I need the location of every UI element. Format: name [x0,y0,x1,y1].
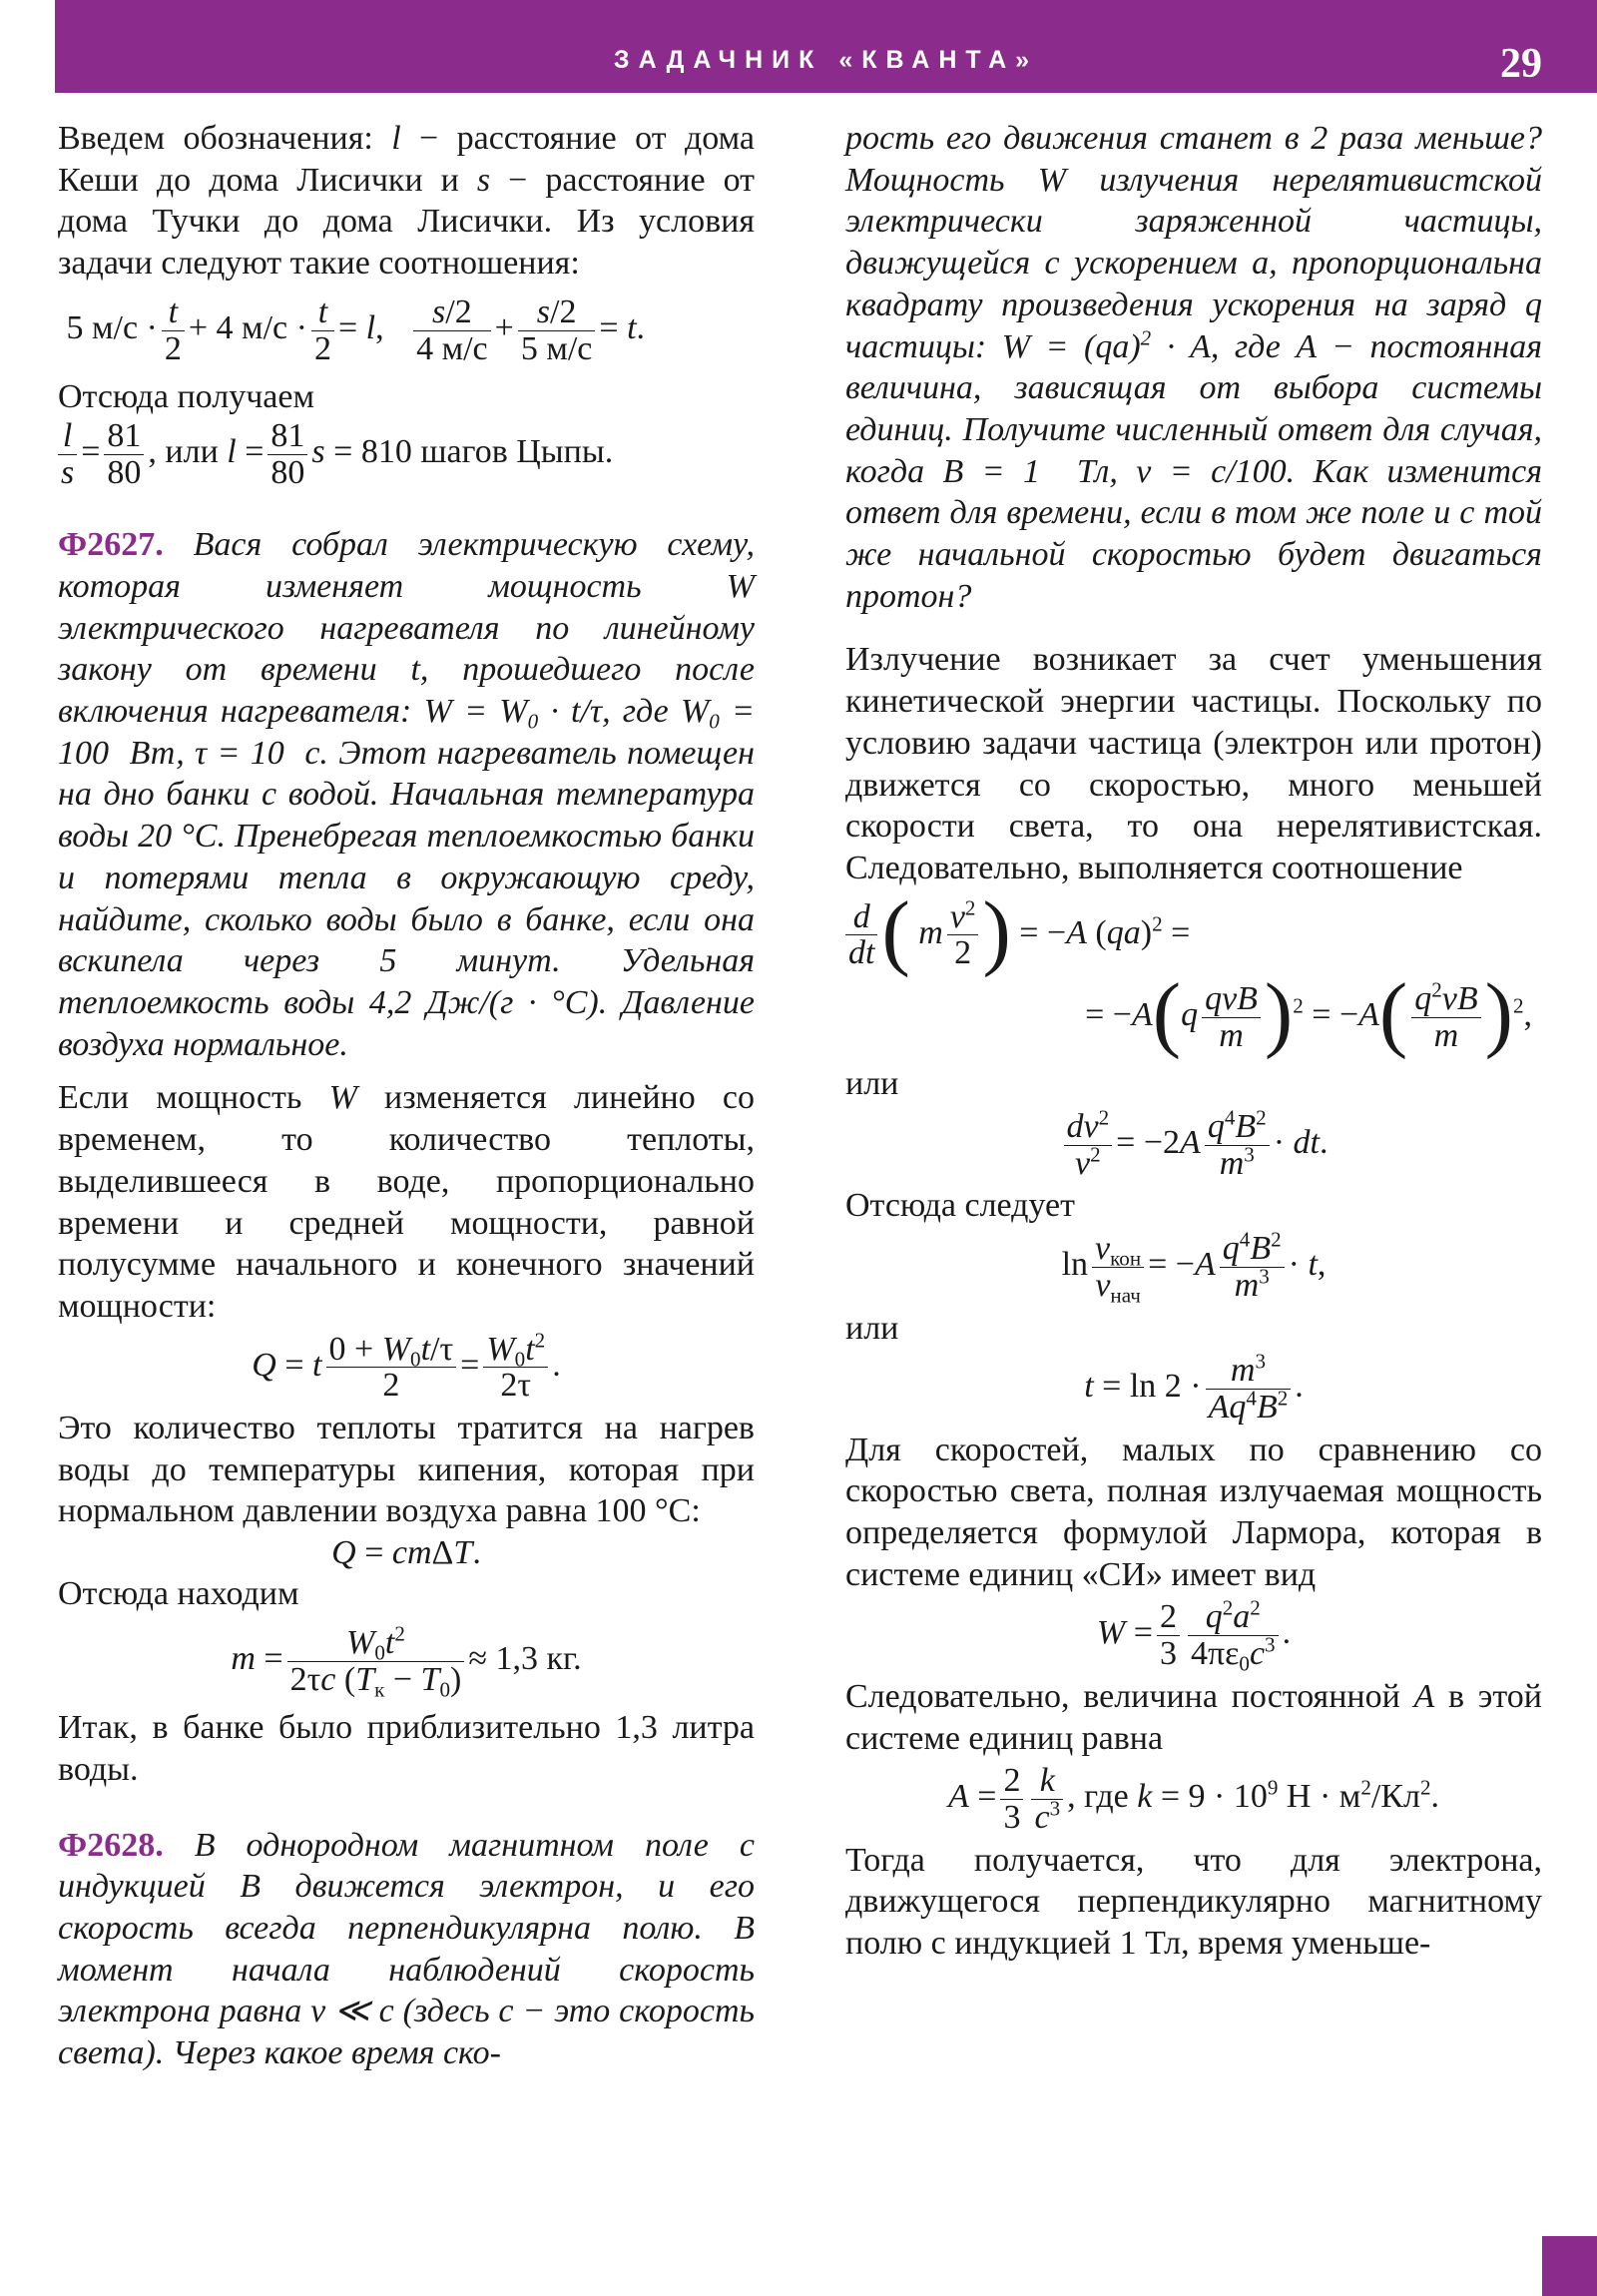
problem-f2628: Ф2628. В однородном магнитном поле с индукцией B движется электрон, и его скорость всегда перпендикулярна полю. В момент начала наблюдений скорость электрона равна v ≪ c (здесь c − это скорость света). Через какое время ско- [58,1826,755,2072]
problem-f2627: Ф2627. Вася собрал электрическую схему, которая изменяет мощность W электрического нагревателя по линейному закону от времени t, прошедшего после включения нагревателя: $W = W_0 \cdot t/\tau$, где $W_0 = 100$ Вт, τ = 10 с. Этот нагреватель помещен на дно банки с водой. Начальная температура воды 20 °C. Пренебрегая теплоемкостью банки и потерями тепла в окружающую среду, найдите, сколько воды было в банке, если она вскипела через 5 минут. Удельная теплоемкость воды 4,2 Дж/(г · °C). Давление воздуха нормальное. [58,526,755,1063]
solution-paragraph: Тогда получается, что для электрона, движущегося перпендикулярно магнитному полю с индукцией 1 Тл, время уменьше- [845,1841,1542,1963]
solution-paragraph: Отсюда получаем [58,378,314,416]
equation-larmor: W = $\frac{2}{3}$ $\frac{q^2a^2}{4\pi\varepsilon_0c^3}$ . [1096,1595,1292,1676]
solution-paragraph: Излучение возникает за счет уменьшения кинетической энергии частицы. Поскольку по условию задачи частица (электрон или протон) движется со скоростью, много меньшей скорости света, то она нерелятивистская. Следовательно, выполняется соотношение [845,641,1542,886]
page-header [55,0,1597,93]
equation-constant: A = $\frac{2}{3}$ $\frac{k}{c^3}$ , где $k = 9 \cdot 10^9$ $Н \cdot м^2/Кл^2$. [948,1762,1439,1836]
equation-mass: m = $W_0t^2$ 2τc $(T_к - T_0)$ ≈ 1,3 кг. [231,1621,582,1701]
equation-log: ln $v_{кон}$ $v_{нач}$ = −A $\frac{q^4B^2}{m^3}$ · t, [1061,1227,1327,1308]
problem-number: Ф2627. [58,526,164,564]
equation-heat: Q = t $\frac{0 + W_0t/\tau}{2}$ = $\frac{W_0t^2}{2\tau}$ . [252,1327,561,1405]
solution-paragraph: Если мощность W изменяется линейно со временем, то количество теплоты, выделившееся в воде, пропорционально времени и средней мощности, равной полусумме начального и конечного значений мощности: [58,1079,756,1325]
solution-paragraph: Введем обозначения: l − расстояние от дома Кеши до дома Лисички и s − расстояние от дома Тучки до дома Лисички. Из условия задачи следуют такие соотношения: [58,120,756,283]
solution-paragraph: Это количество теплоты тратится на нагрев воды до температуры кипения, которая при нормальном давлении воздуха равна 100 °C: [58,1410,755,1530]
solution-paragraph: Отсюда находим [58,1575,299,1613]
page-number: 29 [1500,41,1542,87]
solution-paragraph: Отсюда следует [845,1187,1075,1225]
corner-decoration [1542,2236,1597,2296]
solution-paragraph: или [845,1065,899,1103]
equation-heat-water: Q = cmΔT. [331,1534,481,1572]
solution-paragraph: Итак, в банке было приблизительно 1,3 литра воды. [58,1709,755,1788]
journal-section-title: ЗАДАЧНИК «КВАНТА» [613,46,1039,74]
right-column [845,118,1542,1965]
solution-paragraph: Для скоростей, малых по сравнению со скоростью света, полная излучаемая мощность определяется формулой Лармора, которая в системе единиц «СИ» имеет вид [845,1431,1542,1593]
equation-energy-b: = −A(q qvB m )$^2$ = −A( $\frac{q^2vB}{m}$ )$^2$, [1085,966,1532,1061]
solution-paragraph: Следовательно, величина постоянной A в этой системе единиц равна [845,1677,1542,1757]
left-column [58,118,755,2074]
solution-paragraph: или [845,1309,899,1347]
equation-differential: $\frac{dv^2}{v^2}$ = −2A $\frac{q^4B^2}{m^3}$ · dt. [845,1109,1542,1181]
equation-energy-a: $\frac{d}{dt}$ ( m $\frac{v^2}{2}$ ) = −A (qa)$^2$ = [845,899,1542,971]
problem-number: Ф2628. [58,1826,164,1864]
problem-f2628-continued: рость его движения станет в 2 раза меньше? Мощность W излучения нерелятивистской электрически заряженной частицы, движущейся с ускорением a, пропорциональна квадрату произведения ускорения на заряд q частицы: W = (qa)$^2$ · A, где A − постоянная величина, зависящая от выбора системы единиц. Получите численный ответ для случая, когда B = 1 Тл, v = c/100. Как изменится ответ для времени, если в том же поле и с той же начальной скоростью будет двигаться протон? [845,120,1543,615]
equation-ratio: $\frac{l}{s}$ = $\frac{81}{80}$ , или l = $\frac{81}{80}$ s = 810 шагов Цыпы. [58,418,755,490]
equation-time: t = ln 2 · $\frac{m^3}{Aq^4B^2}$ . [1084,1349,1304,1426]
equation-distances: 5 м/с · $\frac{t}{2}$ + 4 м/с · $\frac{t}{2}$ = l, s/2 4 м/с + s/2 5 м/с = t. [58,292,646,367]
